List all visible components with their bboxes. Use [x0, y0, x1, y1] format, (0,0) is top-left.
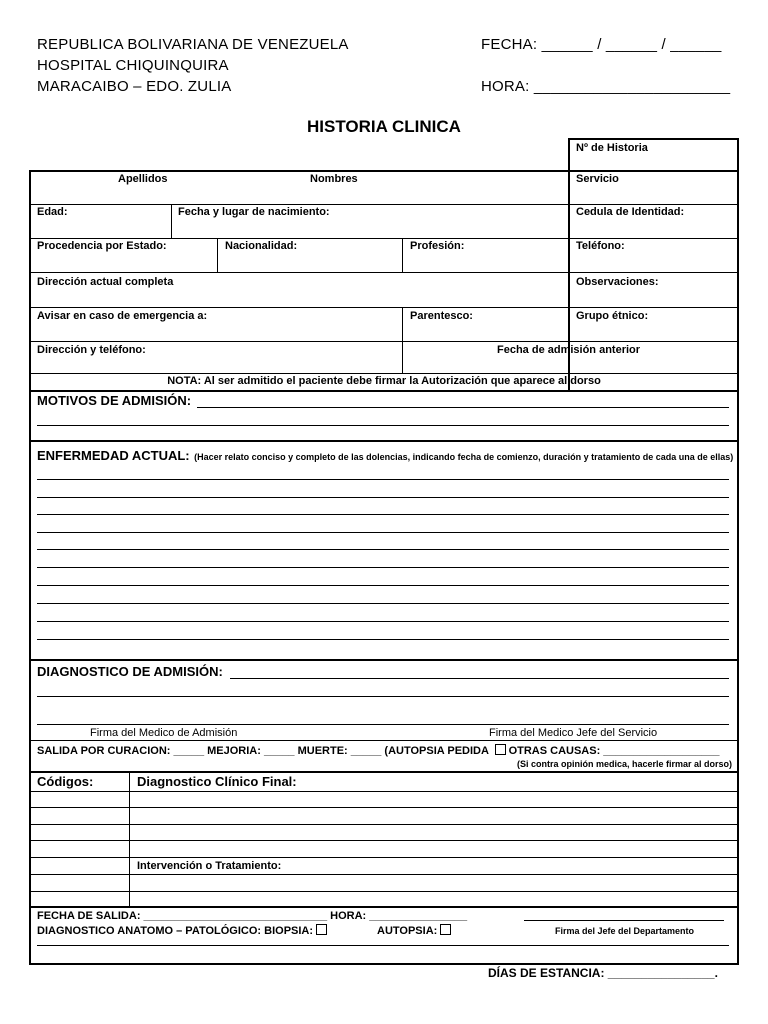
writing-line: [37, 425, 729, 426]
edad-label: Edad:: [37, 206, 68, 218]
rule: [29, 807, 739, 808]
apellidos-label: Apellidos: [118, 173, 168, 185]
rule: [29, 272, 739, 273]
nro-historia-label: Nº de Historia: [576, 142, 648, 154]
writing-line: [37, 549, 729, 550]
rule: [29, 238, 739, 239]
cedula-label: Cedula de Identidad:: [576, 206, 685, 218]
enfermedad-nota: (Hacer relato conciso y completo de las dolencias, indicando fecha de comienzo, duración y tratamiento de cada una de ellas): [194, 452, 734, 462]
salida-row: [37, 744, 720, 757]
autopsia-pedida-checkbox[interactable]: [495, 744, 506, 755]
rule: [29, 740, 739, 741]
writing-line: [37, 585, 729, 586]
salida-text: SALIDA POR CURACION: _____ MEJORIA: _____ MUERTE: _____ (AUTOPSIA PEDIDA: [37, 745, 489, 757]
nota-text: NOTA: Al ser admitido el paciente debe firmar la Autorización que aparece al dorso: [167, 375, 601, 387]
writing-line: [37, 724, 729, 725]
rule: [29, 857, 739, 858]
writing-line: [37, 945, 729, 946]
rule: [29, 791, 739, 792]
rule: [737, 390, 739, 965]
writing-line: [37, 567, 729, 568]
writing-line: [37, 639, 729, 640]
writing-line: [37, 514, 729, 515]
autopsia-text: AUTOPSIA:: [377, 925, 438, 937]
rule: [737, 138, 739, 392]
autopsia-checkbox[interactable]: [440, 924, 451, 935]
header-republica: REPUBLICA BOLIVARIANA DE VENEZUELA: [37, 36, 349, 53]
writing-line: [37, 497, 729, 498]
procedencia-label: Procedencia por Estado:: [37, 240, 167, 252]
firma-jefe-departamento: Firma del Jefe del Departamento: [555, 926, 695, 936]
rule: [29, 341, 739, 342]
fecha-salida-text: FECHA DE SALIDA: ______________________________ HORA: ________________: [37, 910, 468, 922]
rule: [29, 307, 739, 308]
observaciones-label: Observaciones:: [576, 276, 659, 288]
fecha-nacimiento-label: Fecha y lugar de nacimiento:: [178, 206, 330, 218]
rule: [29, 891, 739, 892]
anatomo-text: DIAGNOSTICO ANATOMO – PATOLÓGICO: BIOPSIA:: [37, 925, 314, 937]
rule: [29, 840, 739, 841]
diagnostico-title: DIAGNOSTICO DE ADMISIÓN:: [37, 664, 223, 679]
writing-line: [230, 678, 729, 679]
anatomo-row: [37, 924, 330, 937]
page-title: HISTORIA CLINICA: [307, 117, 461, 136]
rule: [402, 307, 403, 373]
rule: [402, 238, 403, 272]
rule: [29, 963, 739, 965]
header-fecha: FECHA: ______ / ______ / ______: [481, 36, 722, 53]
otras-causas-text: OTRAS CAUSAS: ___________________: [508, 745, 720, 757]
fecha-admision-anterior-label: Fecha de admisión anterior: [497, 344, 641, 356]
writing-line: [37, 696, 729, 697]
profesion-label: Profesión:: [410, 240, 465, 252]
codigos-title: Códigos:: [37, 774, 94, 789]
rule: [568, 138, 739, 140]
rule: [29, 771, 739, 773]
writing-line: [37, 603, 729, 604]
rule: [29, 824, 739, 825]
rule: [29, 373, 739, 374]
parentesco-label: Parentesco:: [410, 310, 473, 322]
direccion-telefono-label: Dirección y teléfono:: [37, 344, 146, 356]
grupo-etnico-label: Grupo étnico:: [576, 310, 649, 322]
rule: [29, 170, 739, 172]
header-hora: HORA: _______________________: [481, 78, 731, 95]
telefono-label: Teléfono:: [576, 240, 625, 252]
rule: [29, 440, 739, 442]
rule: [217, 238, 218, 272]
dias-estancia: DÍAS DE ESTANCIA: ________________.: [488, 966, 718, 980]
diagnostico-final-title: Diagnostico Clínico Final:: [137, 774, 297, 789]
enfermedad-title-row: [37, 447, 733, 465]
rule: [29, 874, 739, 875]
writing-line: [37, 479, 729, 480]
rule: [29, 204, 739, 205]
autopsia-row: [377, 924, 454, 937]
salida-nota: (Si contra opinión medica, hacerle firmar al dorso): [517, 759, 733, 769]
header-hospital: HOSPITAL CHIQUINQUIRA: [37, 57, 229, 74]
firma-medico-admision: Firma del Medico de Admisión: [90, 727, 238, 739]
direccion-actual-label: Dirección actual completa: [37, 276, 174, 288]
nacionalidad-label: Nacionalidad:: [225, 240, 298, 252]
rule: [29, 906, 739, 908]
header-ciudad: MARACAIBO – EDO. ZULIA: [37, 78, 232, 95]
writing-line: [37, 532, 729, 533]
intervencion-title: Intervención o Tratamiento:: [137, 860, 282, 872]
nombres-label: Nombres: [310, 173, 358, 185]
avisar-label: Avisar en caso de emergencia a:: [37, 310, 208, 322]
firma-medico-jefe-servicio: Firma del Medico Jefe del Servicio: [489, 727, 658, 739]
rule: [29, 659, 739, 661]
signature-line: [524, 920, 724, 921]
servicio-label: Servicio: [576, 173, 619, 185]
motivos-title: MOTIVOS DE ADMISIÓN:: [37, 393, 192, 408]
rule: [29, 390, 739, 392]
writing-line: [197, 407, 729, 408]
rule: [171, 204, 172, 238]
rule: [29, 390, 31, 965]
enfermedad-title: ENFERMEDAD ACTUAL:: [37, 448, 190, 463]
biopsia-checkbox[interactable]: [316, 924, 327, 935]
writing-line: [37, 621, 729, 622]
